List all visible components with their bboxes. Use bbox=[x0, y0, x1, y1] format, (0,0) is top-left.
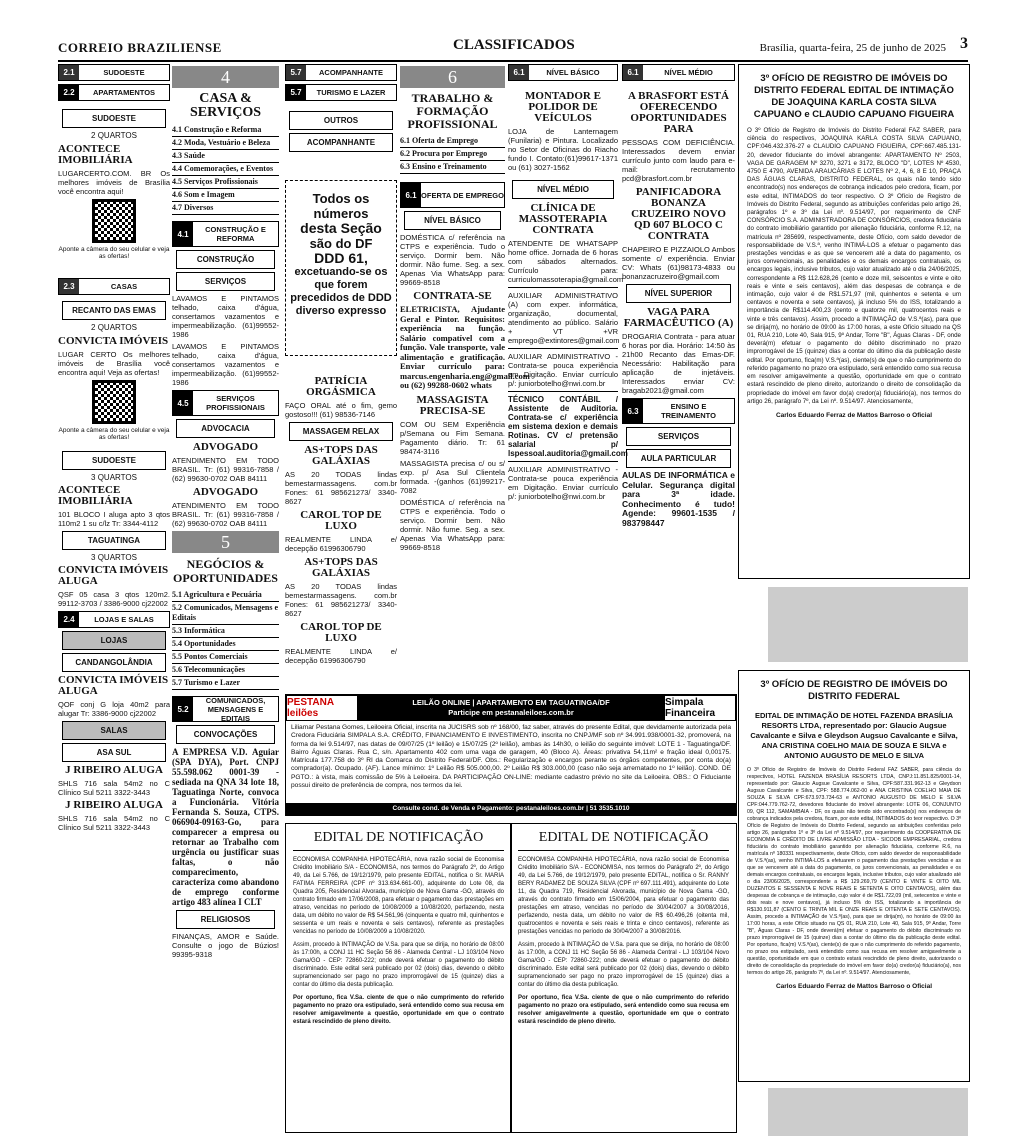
subsection-box: RECANTO DAS EMAS bbox=[62, 301, 166, 320]
ad-text: DOMÉSTICA c/ referência na CTPS e experiência. Todo o serviço. Dormir bem. Não dormir. Não fume. Seg. a sex. Apenas Via WhatsApp para: 99669-8518 bbox=[400, 497, 505, 552]
category-number: 2.1 bbox=[59, 65, 79, 80]
page-date: Brasília, quarta-feira, 25 de junho de 2025 bbox=[759, 42, 946, 54]
category-label: CONSTRUÇÃO E REFORMA bbox=[205, 225, 266, 243]
edital-paragraph: Assim, procedo à INTIMAÇÃO de V.Sa. para que se dirija, no horário de 08:00 às 17:00h, a CONJ 11 HC Seção 56 86 - Alameda Central - LJ 103/104 Novo Gama/GO - CEP: 72860-222; onde deverá efetuar o pagamento do débito discriminado. Este edital será publicado por 02 (dois) dias, devendo o débito supramencionado ser pago no prazo improrrogável de 15 (quinze) dias a contar do último dia desta publicação. bbox=[293, 942, 504, 988]
ad-text: AULAS DE INFORMÁTICA e Celular. Segurança digital para 3ª idade. Conhecimento é tudo! Agende: 99601-1535 / 983798447 bbox=[622, 470, 735, 528]
ad-text: ATENDIMENTO EM TODO BRASIL. Tr: (61) 99316-7858 / (62) 99630-0702 OAB 84111 bbox=[172, 501, 279, 528]
section-number: 5 bbox=[172, 531, 279, 553]
ad-title: AS+TOPS DAS GALÁXIAS bbox=[304, 444, 378, 467]
qr-caption: Aponte a câmera do seu celular e veja as ofertas! bbox=[58, 427, 170, 441]
toc-item[interactable]: 5.7 Turismo e Lazer bbox=[172, 677, 279, 690]
subsection-box: ADVOCACIA bbox=[176, 419, 275, 438]
category-row[interactable] bbox=[622, 64, 735, 81]
blank-space bbox=[768, 587, 968, 662]
ad-text: DROGARIA Contrata - para atuar 6 horas por dia. Horário: 14:50 às 21h00 Recanto das Emas-DF. Necessário: Habilitação para aplicação de injetáveis. Interessados enviar CV: bragab2021@gmail.com bbox=[622, 332, 735, 395]
ad-title: VAGA PARA FARMACÊUTICO (A) bbox=[623, 306, 734, 329]
banner-line: excetuando-se os que forem precedidos de DDD diverso expresso bbox=[290, 266, 392, 317]
ad-text: CHAPEIRO E PIZZAIOLO Ambos somente c/ experiência. Enviar CV: Whats (61)98173-4833 ou bonanzacruzeiro@gmail.com bbox=[622, 245, 735, 281]
category-row[interactable] bbox=[58, 278, 170, 295]
section-heading: NEGÓCIOS & OPORTUNIDADES bbox=[173, 557, 278, 585]
edital-paragraph: Por oportuno, fica V.Sa. ciente de que o não cumprimento do referido pagamento no prazo ora estipulado, será entendido como sua recusa em resolver amigavelmente a questão, oportunidade em que o contrato estará rescindido de pleno direito. bbox=[518, 995, 729, 1025]
category-label: APARTAMENTOS bbox=[92, 88, 156, 97]
qr-code-icon[interactable] bbox=[92, 199, 136, 243]
category-row[interactable] bbox=[285, 64, 397, 81]
subsection-box: SUDOESTE bbox=[62, 451, 166, 470]
toc-item[interactable]: 4.2 Moda, Vestuário e Beleza bbox=[172, 137, 279, 150]
ad-text: QSF 05 casa 3 qtos 120m2. 99112-3703 / 3386-9000 cj22002 bbox=[58, 590, 170, 608]
subsection-box: SUDOESTE bbox=[62, 109, 166, 128]
ad-text: ATENDENTE DE WHATSAPP home office. Jornada de 6 horas com sábados alternados. Currículo para: curriculomassoterapia@gmail.com bbox=[508, 239, 624, 284]
edital-title: EDITAL DE NOTIFICAÇÃO bbox=[518, 830, 729, 851]
ad-title: CAROL TOP DE LUXO bbox=[300, 509, 382, 532]
blank-space bbox=[768, 1088, 968, 1136]
column-trabalho bbox=[400, 64, 530, 692]
section-heading: TRABALHO & FORMAÇÃO PROFISSIONAL bbox=[407, 91, 498, 131]
ad-text: FAÇO ORAL até o fim, gemo gostoso!!! (61) 98536-7146 bbox=[285, 401, 397, 419]
auction-bar bbox=[286, 695, 736, 721]
ad-title: CAROL TOP DE LUXO bbox=[300, 621, 382, 644]
subsection-box: CONSTRUÇÃO bbox=[176, 250, 275, 269]
subsection-box: SERVIÇOS bbox=[176, 272, 275, 291]
ad-text: COM OU SEM Experiência p/Semana ou Fim Semana. Pagamento diário. Tr: 61 98474-3116 bbox=[400, 419, 505, 456]
ad-text: SHLS 716 sala 54m2 no C Clínico Sul 5211 3322-3443 bbox=[58, 814, 170, 832]
notice-body: O 3º Ofício de Registro de Imóveis do Distrito Federal FAZ SABER, para ciência do respectivos, JOAQUINA KARLA COSTA SILVA CAPUANO, CPF:046.432.376-27 e CLAUDIO CAPUANO FIGUEIRA, CPF:667.485.131-20, devedor fiduciante do imóvel abrangente: APARTAMENTO Nº 2503, VAGA DE GARAGEM Nº 3270, 3271 e 3172, BLOCO "D", LOTES Nº 4530, 4750 E 4790, AVENIDA ARAUCÁRIAS E LOTES Nº 2, 4, 6, 8 E 10, PRAÇA DAS ÁGUAS CLARAS, DISTRITO FEDERAL, os quais não tendo sido encontrado(s) nos endereços de cobrança indicados pelo credora, ficam, por este edital, INTIMADOS do teor respectivo. O 3º Ofício de Registro de Imóveis do Distrito Federal, segundo as atribuições conferidas pelo artigo 26, parágrafos 1º e 3º da Lei nº. 9.514/97, por requerimento de CNF CONSÓRCIO S.A. ADMINISTRADORA DE CONSÓRCIOS, credora fiduciária do contrato imobiliário garantido por alienação fiduciária, conforme R.12, na matrícula nº 285699, respectivamente, deste Ofício, com saldo devedor de responsabilidade de V.S.ª, venho INTIMÁ-LOS a efetuar o pagamento das prestações vencidas e as que se vencerem até a data do pagamento, os juros convencionais, as penalidades e os demais encargos contratuais, os encargos legais, inclusive tributos, cujo valor atualizado até o dia 24/06/2025, correspondente a R$ 112.628,26 (cento e doze mil, seiscentos e vinte e oito reais e vinte e seis centavos), além das despesas de cobrança e de intimação, cujo valor é de R$1.571,97 (mil, quinhentos e setenta e um centavos e noventa e sete centavos), já incluso 5% do ISS, totalizando a importância de R$114.400,23 (cento e quatorze mil, quatrocentos reais e vinte e três centavos). Assim, procedo a INTIMAÇÃO de V.S.ª(as), para que se dirija(m), no horário de 09:00 às 17:00 horas, a este Ofício situado na QS 01, RUA 210, Lote 40, Sala 915, 9º Andar, Torre "B", Águas Claras - DF, onde deverá(m) efetuar o pagamento do débito discriminado no prazo improrrogável de 15 (quinze) dias a contar do último dia da publicação deste edital. Por oportuno, fica(m) V.S.ª(as), ciente(s) de que o não cumprimento do referido pagamento no prazo ora estipulado, será entendido como sua recusa em resolver amigavelmente a questão, oportunidade em que o contrato estará rescindido de pleno direito, autorizando o direito de consolidação da propriedade do imóvel em favor do(a) credor(a) fiduciário(a), nos termos do artigo 26, parágrafo 7º, da Lei nº. 9.514/97. Atenciosamente, bbox=[747, 127, 961, 405]
ad-title: ADVOGADO bbox=[192, 486, 259, 498]
category-number: 2.2 bbox=[59, 85, 79, 100]
toc-item[interactable]: 4.3 Saúde bbox=[172, 150, 279, 163]
category-row[interactable] bbox=[285, 84, 397, 101]
notice-title: 3º OFÍCIO DE REGISTRO DE IMÓVEIS DO DISTRITO FEDERAL bbox=[760, 679, 948, 702]
category-label: LOJAS E SALAS bbox=[94, 615, 154, 624]
ad-text: AUXILIAR ADMINISTRATIVO - Contrata-se pouca experiência em Digitação. Enviar currículo p/: juniorbotelho@nwi.com.br bbox=[508, 348, 618, 388]
subsection-box: CONVOCAÇÕES bbox=[176, 725, 275, 744]
toc-item[interactable]: 6.3 Ensino e Treinamento bbox=[400, 161, 505, 174]
ad-title: AS+TOPS DAS GALÁXIAS bbox=[304, 556, 378, 579]
page-number: 3 bbox=[960, 35, 968, 52]
ad-text: LAVAMOS E PINTAMOS telhado, caixa d'água, consertamos vazamentos e impermeabilização. (61)99552-1986 bbox=[172, 342, 279, 387]
ad-title: CLÍNICA DE MASSOTERAPIA CONTRATA bbox=[518, 202, 608, 236]
ad-text: LOJA de Lanternagem (Funilaria) e Pintura. Localizado no Setor de Oficinas do Riacho fundo I. Contato:(61)99617-1371 ou (61) 3027-1562 bbox=[508, 127, 618, 172]
section-toc bbox=[172, 124, 279, 215]
notice-subtitle: EDITAL DE INTIMAÇÃO DE HOTEL FAZENDA BRASÍLIA RESORTS LTDA, representado por: Glaucio Augsue Cavalcante e Silva e Gleydson Augsuo Cavalcante e Silva, ANA CRISTINA COELHO MAIA DE SOUZA E SILVA e ANTONIO AUGUSTO DE MELO E SILVA bbox=[750, 711, 958, 760]
toc-item[interactable]: 4.1 Construção e Reforma bbox=[172, 124, 279, 137]
ad-title: J RIBEIRO ALUGA bbox=[65, 764, 163, 776]
subsection-box: ACOMPANHANTE bbox=[289, 133, 393, 152]
ad-title: MONTADOR E POLIDOR DE VEÍCULOS bbox=[525, 90, 601, 124]
qr-caption: Aponte a câmera do seu celular e veja as ofertas! bbox=[58, 246, 170, 260]
ad-title: ACONTECE IMOBILIÁRIA bbox=[58, 143, 133, 166]
category-row[interactable] bbox=[172, 221, 279, 247]
qr-code-icon[interactable] bbox=[92, 380, 136, 424]
auction-body: Liliamar Pestana Gomes, Leiloeira Oficial, inscrita na JUCISRS sob nº 168/00, faz saber, através do presente Edital, que devidamente autorizada pela Credora Fiduciária SIMPALA S.A. CRÉDITO, FINANCIAMENTO E INVESTIMENTO, inscrita no CNPJ/MF sob nº 34.991.938/0001-32, promoverá, na forma da lei 9.514/97, nas datas de 09/07/25 (1º leilão) e 15/07/25 (2º leilão), ambas às 14h30, o leilão do seguinte imóvel: LOTE 1 - Taguatinga/DF. Bairro Águas Claras. Rua C, s/n. Apartamento 402 com uma vaga de garagem, 40 (Bloco A). Áreas: privativa 54,11m² e fração ideal 0,00175. Matrícula 177.758 do 3º RI da Comarca do Distrito Federal/DF. Obs.: Regularização e encargos perante os órgãos competentes, por conta do(a) comprador(a). Ocupado. (AF). Lance mínimo: 1º Leilão R$ 505.000,00. 2º Leilão R$ 303.000,00 (caso não seja arrematado no 1º leilão). COND. DE PGTO.: à vista, mais comissão de 5% à Leiloeira. DA PARTICIPAÇÃO ON-LINE: mediante cadastro prévio no site da Leiloeira. OBS.: O Fiduciante possui direito de preferência de compra, nos termos da lei. bbox=[291, 724, 731, 790]
column-nivel-basico bbox=[508, 64, 628, 692]
registry-notice-2 bbox=[738, 670, 970, 1082]
category-number: 5.7 bbox=[286, 85, 306, 100]
category-number: 5.7 bbox=[286, 65, 306, 80]
notice-banner bbox=[285, 180, 397, 356]
banner-line: DDD 61, bbox=[314, 250, 368, 266]
ad-text: REALMENTE LINDA e/ decepção 61996306790 bbox=[285, 647, 397, 665]
edital-notificacao-1 bbox=[285, 823, 512, 1133]
column-turismo-ads bbox=[285, 372, 397, 692]
toc-item[interactable]: 5.4 Oportunidades bbox=[172, 638, 279, 651]
banner-line: desta Seção bbox=[300, 220, 382, 236]
edital-paragraph: Assim, procedo à INTIMAÇÃO de V.Sa. para que se dirija, no horário de 08:00 às 17:00h, a CONJ 11 HC Seção 56 86 - Alameda Central - LJ 103/104 Novo Gama/GO - CEP: 72860-222; onde deverá efetuar o pagamento do débito discriminado. Este edital será publicado por 02 (dois) dias, devendo o débito supramencionado ser pago no prazo improrrogável de 15 (quinze) dias a contar do último dia desta publicação. bbox=[518, 942, 729, 988]
category-row[interactable] bbox=[58, 611, 170, 628]
subsection-sub: 2 QUARTOS bbox=[91, 131, 137, 140]
category-number: 6.3 bbox=[623, 399, 643, 423]
ad-text: LAVAMOS E PINTAMOS telhado, caixa d'água, consertamos vazamentos e impermeabilização. (61)99552-1986 bbox=[172, 294, 279, 339]
ad-text: AUXILIAR ADMINISTRATIVO - Contrata-se pouca experiência em Digitação. Enviar currículo p/: juniorbotelho@nwi.com.br bbox=[508, 461, 618, 501]
category-number: 6.1 bbox=[509, 65, 529, 80]
subsection-box: CANDANGOLÂNDIA bbox=[62, 653, 166, 672]
ad-title: CONTRATA-SE bbox=[413, 290, 492, 302]
page-header bbox=[58, 34, 968, 62]
ad-title: MASSAGISTA PRECISA-SE bbox=[416, 393, 489, 417]
toc-item[interactable]: 5.1 Agricultura e Pecuária bbox=[172, 589, 279, 602]
ad-title: CONVICTA IMÓVEIS ALUGA bbox=[58, 564, 169, 587]
banner-line: são do DF bbox=[309, 236, 373, 251]
ad-text: 101 BLOCO I aluga apto 3 qtos 110m2 1 su c/lz Tr: 3344-4112 bbox=[58, 510, 170, 528]
subsection-box: SERVIÇOS bbox=[626, 427, 731, 446]
ad-text: AUXILIAR ADMINISTRATIVO (A) com exper. informática, organização, documental, atendimento ao público. Salário + VT +VR emprego@extintores@gmail.com bbox=[508, 287, 618, 345]
category-label: ENSINO E TREINAMENTO bbox=[661, 402, 716, 420]
ad-text: ELETRICISTA, Ajudante Geral e Pintor. Requisitos: experiência na função. Salário compatível com a função. Vale transporte, vale alimentação e gratificação. Enviar currículo para: marcus.engenharia.eng@gmail.com ou (62) 99288-0602 whats bbox=[400, 304, 530, 390]
category-number: 6.1 bbox=[623, 65, 643, 80]
subsection-box: ASA SUL bbox=[62, 743, 166, 762]
ad-text: AS 20 TODAS lindas bemestarmassagens. com.br Fones: 61 985621273/ 3340-8627 bbox=[285, 470, 397, 506]
simpala-logo: Simpala Financeira bbox=[664, 695, 736, 721]
edital-paragraph: Por oportuno, fica V.Sa. ciente de que o não cumprimento do referido pagamento no prazo ora estipulado, será entendido como sua recusa em resolver amigavelmente a questão, oportunidade em que o contrato estará rescindido de pleno direito. bbox=[293, 995, 504, 1025]
ad-text: LUGARCERTO.COM. BR Os melhores imóveis de Brasília você encontra aqui! bbox=[58, 169, 170, 196]
ad-text: SHLS 716 sala 54m2 no C Clínico Sul 5211 3322-3443 bbox=[58, 779, 170, 797]
category-number: 5.2 bbox=[173, 697, 193, 721]
notice-signature: Carlos Eduardo Ferraz de Mattos Barroso o Oficial bbox=[775, 411, 933, 419]
category-row[interactable] bbox=[58, 64, 170, 81]
category-row[interactable] bbox=[58, 84, 170, 101]
toc-item[interactable]: 4.4 Comemorações, e Eventos bbox=[172, 163, 279, 176]
category-number: 2.3 bbox=[59, 279, 79, 294]
category-label: COMUNICADOS, MENSAGENS E EDITAIS bbox=[205, 695, 266, 723]
toc-item[interactable]: 5.3 Informática bbox=[172, 625, 279, 638]
toc-item[interactable]: 5.6 Telecomunicações bbox=[172, 664, 279, 677]
edital-paragraph: ECONOMISA COMPANHIA HIPOTECÁRIA, nova razão social de Economisa Crédito Imobiliário S/A - ECONOMISA, nos termos do Parágrafo 2º, do Artigo 49, da Lei 5.766, de 19/12/1979, pelo presente EDITAL, notifica o Sr. MARIA FATIMA FERREIRA (CPF nº 313.634.661-00), adquirente do Lote 08, da Quadra 205, Residencial Alvorada, município de Nova Gama -GO, através do contrato firmado em 17/06/2008, para efetuar o pagamento das prestações em atraso, vencidas no período de 10/08/2009 a 10/08/2020, perfazendo, nesta data, um débito no valor de R$ 54.561,96 (cinquenta e quatro mil, quinhentos e sessenta e um reais e noventa e seis centavos), referente as prestações vencidas no período de 10/08/2009 a 10/08/2020. bbox=[293, 857, 504, 935]
section-heading: CASA & SERVIÇOS bbox=[189, 91, 262, 120]
category-label: SUDOESTE bbox=[103, 68, 145, 77]
auction-headline bbox=[358, 698, 664, 718]
toc-item[interactable]: 5.2 Comunicados, Mensagens e Editais bbox=[172, 602, 279, 625]
banner-line: Todos os números bbox=[312, 191, 370, 221]
auction-footer[interactable]: Consulte cond. de Venda e Pagamento: pestanaleiloes.com.br | 51 3535.1010 bbox=[286, 803, 736, 815]
ad-title: PATRÍCIA ORGÁSMICA bbox=[306, 375, 376, 398]
auction-subtitle[interactable]: Participe em pestanaleiloes.com.br bbox=[448, 708, 574, 717]
subsection-sub: 2 QUARTOS bbox=[91, 323, 137, 332]
category-number: 4.5 bbox=[173, 391, 193, 415]
category-row[interactable] bbox=[400, 182, 505, 208]
subsection-box: NÍVEL SUPERIOR bbox=[626, 284, 731, 303]
ad-text: REALMENTE LINDA e/ decepção 61996306790 bbox=[285, 535, 397, 553]
pestana-logo[interactable]: PESTANA leilões bbox=[286, 695, 358, 721]
ad-text: MASSAGISTA precisa c/ ou s/ exp. p/ Asa Sul Clientela formada. -(ganhos (61)99217-7082 bbox=[400, 458, 505, 495]
ad-title: CONVICTA IMÓVEIS ALUGA bbox=[58, 674, 169, 697]
edital-paragraph: ECONOMISA COMPANHIA HIPOTECÁRIA, nova razão social de Economisa Crédito Imobiliário S/A - ECONOMISA, nos termos do Parágrafo 2º, do Artigo 49, da Lei 5.766, de 19/12/1979, pelo presente EDITAL, notifica o Sr. RANNY BERY RADAMEZ DE SOUZA SILVA (CPF nº 697.111.491), adquirente do Lote 11, da Quadra 719, Residencial Alvorada, município de Nova Gama -GO, através do contrato firmado em 15/06/2004, para efetuar o pagamento das prestações em atraso, vencidas no período de 30/04/2007 a 30/08/2016, perfazendo, nesta data, um débito no valor de R$ 60.496,26 (oitenta mil, quatrocentos e noventa e seis reais e trinta e cinco centavos), referente as prestações vencidas no período de 30/04/2007 a 30/08/2016. bbox=[518, 857, 729, 935]
ad-title: ACONTECE IMOBILIÁRIA bbox=[58, 484, 133, 507]
toc-item[interactable]: 4.6 Som e Imagem bbox=[172, 189, 279, 202]
ad-text: TÉCNICO CONTÁBIL / Assistente de Auditoria. Contrata-se c/ experiência em sistema dexion e demais Rotinas. CV c/ pretensão salarial p/ lspessoal.auditoria@gmail.com bbox=[508, 391, 618, 458]
auction-ad bbox=[285, 694, 737, 816]
category-label: SERVIÇOS PROFISSIONAIS bbox=[206, 394, 265, 412]
subsection-box: OUTROS bbox=[289, 111, 393, 130]
column-imoveis bbox=[58, 64, 170, 1144]
section-number: 4 bbox=[172, 66, 279, 88]
ad-text: PESSOAS COM DEFICIÊNCIA. Interessados devem enviar currículo junto com laudo para e-mail: recrutamento pcd@brasfort.com.br bbox=[622, 138, 735, 183]
edital-title: EDITAL DE NOTIFICAÇÃO bbox=[293, 830, 504, 851]
category-label: NÍVEL BÁSICO bbox=[546, 68, 600, 77]
ad-title: A BRASFORT ESTÁ OFERECENDO OPORTUNIDADES PARA bbox=[628, 90, 729, 135]
subsection-box: MASSAGEM RELAX bbox=[289, 422, 393, 441]
notice-body: O 3º Ofício de Registro de Imóveis do Distrito Federal FAZ SABER, para ciência do respectivos, HOTEL FAZENDA BRASÍLIA RESORTS LTDA, CNPJ:11.851.825/0001-14, representado por: Glaucio Augsue Cavalcante e Silva, CPF:587.331.962-13 e Gleydson Augsuo Cavalcante e Silva, CPF: 588.774.062-00 e ANA CRISTINA COELHO MAIA DE SOUZA E SILVA CPF:673.973.734-63 e ANTONIO AUGUSTO DE MELO E SILVA CPF:044.779.762-72, devedores fiduciante do imóvel abrangente: LOTE 06, CONJUNTO 09, QR 112, SAMAMBAIA - DF, os quais não tendo sido encontrado(s) nos endereços de cobrança indicados pela credora, ficam, por este edital, INTIMADOS do teor respectivo. O 3º Ofício de Registro de Imóveis do Distrito Federal, segundo as atribuições conferidas pelo artigo 26, parágrafos 1º e 3º da Lei nº 9.514/97, por requerimento da COOPERATIVA DE ECONOMIA E CRÉDITO DE LIVRE ADMISSÃO LTDA - SICOOB EMPRESARIAL, credora fiduciária do contrato imobiliário garantido por alienação fiduciária, conforme R.6, na matrícula nº 180331 respectivamente, deste Ofício, com saldo devedor de responsabilidade de V.S.ª(as), venho INTIMÁ-LOS a efetuarem o pagamento das prestações vencidas e as que se vencerem até a data do pagamento, os juros convencionais, as penalidades e os demais encargos contratuais, os encargos legais, inclusive tributos, cujo valor atualizado até o dia 23/06/2025, correspondente a R$ 129.269,79 (CENTO E VINTE E OITO MIL DUZENTOS E SESSENTA E NOVE REAIS E SETENTA E OITO CENTAVOS), além das despesas de cobrança e de intimação, cujo valor é de R$1.722,09 (mil, setecentos e vinte e dois reais e nove centavos), já incluso 5% do ISS, totalizando a importância de R$130.911,87 (CENTO E TRINTA MIL E ONZE REAIS E OITENTA E SETE CENTAVOS). Assim, procedo a INTIMAÇÃO de V.S.ª(as), para que se dirija(m), no horário de 09:00 às 17:00 horas, a este Ofício situado na QS 01, RUA 210, Lote 40, Sala 915, 9º Andar, Torre "B", Águas Claras - DF, onde deverá(m) efetuar o pagamento do débito discriminado no prazo improrrogável de 15 (quinze) dias a contar do último dia da publicação deste edital. Por oportuno, fica(m) V.S.ª(as), ciente(s) de que o não cumprimento do referido pagamento, no prazo ora estipulado, será entendido como sua recusa em resolver amigavelmente a questão, oportunidade em que o contrato estará rescindido de pleno direito, autorizando o direito de consolidação da propriedade do imóvel em favor do(a) credor(a) fiduciário(a), nos termos do artigo 26, parágrafo 7º, da Lei nº. 9.514/97. Atenciosamente, bbox=[747, 767, 961, 976]
publication-name: CORREIO BRAZILIENSE bbox=[58, 40, 222, 55]
subsection-box: RELIGIOSOS bbox=[176, 910, 275, 929]
ad-text: ATENDIMENTO EM TODO BRASIL. Tr: (61) 99316-7858 / (62) 99630-0702 OAB 84111 bbox=[172, 456, 279, 483]
toc-item[interactable]: 6.2 Procura por Emprego bbox=[400, 148, 505, 161]
category-number: 2.4 bbox=[59, 612, 79, 627]
category-row[interactable] bbox=[622, 398, 735, 424]
toc-item[interactable]: 4.7 Diversos bbox=[172, 202, 279, 215]
ad-title: ADVOGADO bbox=[192, 441, 259, 453]
ad-text: QOF conj G loja 40m2 para alugar Tr: 3386-9000 cj22002 bbox=[58, 700, 170, 718]
section-toc bbox=[172, 589, 279, 690]
category-number: 6.1 bbox=[401, 183, 421, 207]
registry-notice-1 bbox=[738, 64, 970, 579]
category-label: TURISMO E LAZER bbox=[316, 88, 386, 97]
subsection-box: AULA PARTICULAR bbox=[626, 449, 731, 468]
subsection-box: NÍVEL BÁSICO bbox=[404, 211, 501, 230]
category-label: CASAS bbox=[110, 282, 138, 291]
subsection-box: TAGUATINGA bbox=[62, 531, 166, 550]
ad-text: LUGAR CERTO Os melhores imóveis de Brasília você encontra aqui! Veja as ofertas! bbox=[58, 350, 170, 377]
category-number: 4.1 bbox=[173, 222, 193, 246]
section-number: 6 bbox=[400, 66, 505, 88]
notice-title: 3º OFÍCIO DE REGISTRO DE IMÓVEIS DO DISTRITO FEDERAL EDITAL DE INTIMAÇÃO DE JOAQUINA KARLA COSTA SILVA CAPUANO e CLAUDIO CAPUANO FIGUEIRA bbox=[753, 73, 955, 120]
subsection-box: SALAS bbox=[62, 721, 166, 740]
ad-text: A EMPRESA V.D. Aguiar (SPA DYA), Port. CNPJ 55.598.062 0001-39 - sediada na QNA 34 lote 18, Taguatinga Norte, convoca a Funcionária. Vitória Fernanda S. Souza, CTPS. 066904-09163-Go, para comparecer a empresa ou retornar ao Trabalho com urgência ou justificar suas faltas, o não comparecimento, caracteriza como abandono de emprego conforme artigo 483 alínea I CLT bbox=[172, 747, 279, 907]
ad-title: J RIBEIRO ALUGA bbox=[65, 799, 163, 811]
subsection-sub: 3 QUARTOS bbox=[91, 473, 137, 482]
auction-title: LEILÃO ONLINE | APARTAMENTO EM TAGUATINGA/DF bbox=[412, 698, 610, 707]
ad-text: AS 20 TODAS lindas bemestarmassagens. com.br Fones: 61 985621273/ 3340-8627 bbox=[285, 582, 397, 618]
category-label: ACOMPANHANTE bbox=[318, 68, 384, 77]
subsection-box: NÍVEL MÉDIO bbox=[512, 180, 614, 199]
column-nivel-medio bbox=[622, 64, 735, 692]
category-row[interactable] bbox=[172, 696, 279, 722]
toc-item[interactable]: 6.1 Oferta de Emprego bbox=[400, 135, 505, 148]
category-label: OFERTA DE EMPREGO bbox=[421, 190, 504, 200]
subsection-box: LOJAS bbox=[62, 631, 166, 650]
toc-item[interactable]: 5.5 Pontos Comerciais bbox=[172, 651, 279, 664]
ad-title: CONVICTA IMÓVEIS bbox=[58, 335, 169, 347]
column-casa-servicos bbox=[172, 64, 279, 1144]
section-toc bbox=[400, 135, 505, 174]
category-label: NÍVEL MÉDIO bbox=[664, 68, 713, 77]
notice-signature: Carlos Eduardo Ferraz de Mattos Barroso o Oficial bbox=[775, 983, 933, 990]
ad-title: PANIFICADORA BONANZA CRUZEIRO NOVO QD 607 BLOCO C CONTRATA bbox=[631, 186, 726, 242]
category-row[interactable] bbox=[508, 64, 618, 81]
subsection-sub: 3 QUARTOS bbox=[91, 553, 137, 562]
ad-text: FINANÇAS, AMOR e Saúde. Consulte o jogo de Búzios! 99395-9318 bbox=[172, 932, 279, 959]
section-title: CLASSIFICADOS bbox=[453, 37, 575, 53]
edital-notificacao-2 bbox=[510, 823, 737, 1133]
category-row[interactable] bbox=[172, 390, 279, 416]
ad-text: DOMÉSTICA c/ referência na CTPS e experiência. Tudo o serviço. Dormir bem. Não dormir. Não fume. Seg. a sex. Apenas Via WhatsApp para: 99669-8518 bbox=[400, 233, 505, 287]
toc-item[interactable]: 4.5 Serviços Profissionais bbox=[172, 176, 279, 189]
